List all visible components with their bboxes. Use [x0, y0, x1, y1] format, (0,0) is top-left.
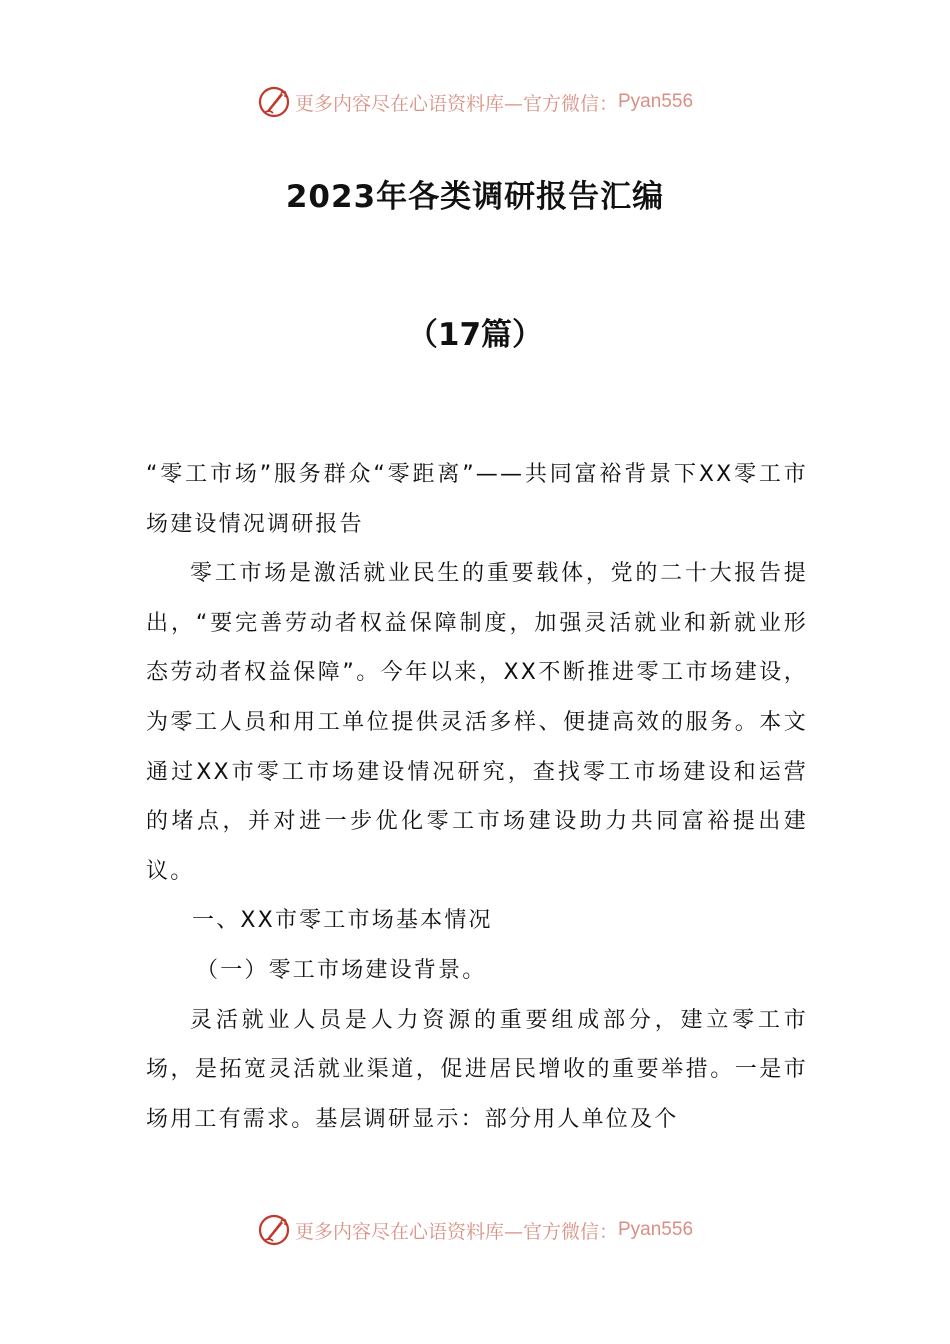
- watermark-header: [0, 82, 950, 122]
- watermark-footer: [0, 1210, 950, 1250]
- quill-logo-icon: [257, 85, 291, 119]
- article-heading: “零工市场”服务群众“零距离”——共同富裕背景下XX零工市场建设情况调研报告: [146, 462, 808, 537]
- intro-paragraph: 零工市场是激活就业民生的重要载体，党的二十大报告提出，“要完善劳动者权益保障制度，加强灵活就业和新就业形态劳动者权益保障”。今年以来，XX不断推进零工市场建设，为零工人员和用工单位提供灵活多样、便捷高效的服务。本文通过XX市零工市场建设情况研究，查找零工市场建设和运营的堵点，并对进一步优化零工市场建设助力共同富裕提出建议。: [146, 561, 808, 884]
- document-subtitle: （17篇）: [406, 317, 544, 353]
- body-paragraph: 灵活就业人员是人力资源的重要组成部分，建立零工市场，是拓宽灵活就业渠道，促进居民增收的重要举措。一是市场用工有需求。基层调研显示：部分用人单位及个: [146, 1007, 808, 1132]
- watermark-contact: Pyan556: [618, 91, 694, 112]
- document-title: 2023年各类调研报告汇编: [285, 179, 665, 215]
- section-heading: 一、XX市零工市场基本情况: [192, 908, 493, 934]
- document-body: [146, 450, 808, 1144]
- watermark-text: 更多内容尽在心语资料库—官方微信：: [294, 1220, 618, 1243]
- watermark-contact: Pyan556: [618, 1219, 694, 1240]
- watermark-text: 更多内容尽在心语资料库—官方微信：: [294, 92, 618, 115]
- quill-logo-icon: [257, 1213, 291, 1247]
- subsection-heading: （一）零工市场建设背景。: [196, 957, 487, 983]
